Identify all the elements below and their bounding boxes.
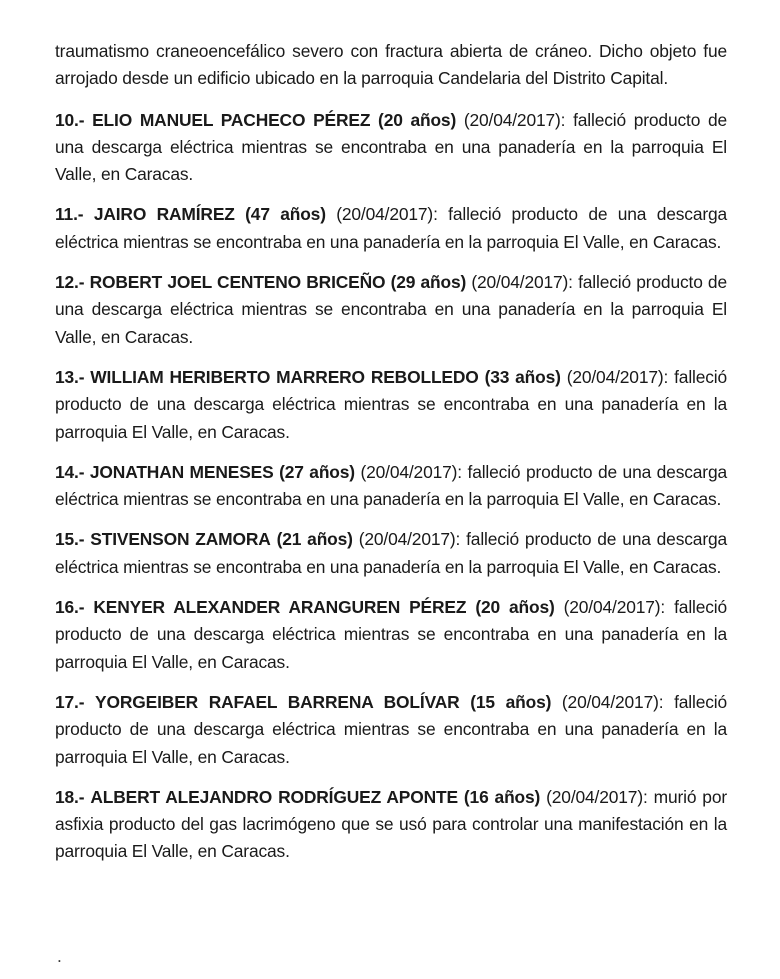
paragraph-intro-continuation (55, 38, 727, 93)
entry-age: (21 años) (276, 529, 353, 550)
entry-number: 12.- (55, 272, 85, 293)
entry-description: falleció producto de una descarga eléctrica mientras se encontraba en una panadería en la parroquia El Valle, en Caracas. (55, 529, 728, 577)
trailing-punctuation-mark: . (57, 946, 62, 966)
entry-date: (20/04/2017): (358, 529, 461, 550)
entry-number: 16.- (55, 597, 85, 618)
entry-number: 14.- (55, 461, 85, 482)
entry-age: (20 años) (475, 597, 555, 618)
entry-name: JAIRO RAMÍREZ (93, 204, 235, 225)
entry-description: falleció producto de una descarga eléctrica mientras se encontraba en una panadería en la parroquia El Valle, en Caracas. (55, 597, 728, 672)
list-item-17 (55, 689, 727, 771)
entry-name: ALBERT ALEJANDRO RODRÍGUEZ APONTE (90, 786, 458, 807)
entry-name: KENYER ALEXANDER ARANGUREN PÉREZ (93, 597, 467, 618)
entry-age: (16 años) (463, 786, 541, 807)
list-item-16 (55, 594, 727, 676)
entry-date: (20/04/2017): (563, 597, 666, 618)
entry-number: 17.- (55, 691, 85, 712)
entry-name: ELIO MANUEL PACHECO PÉREZ (92, 109, 371, 130)
paragraph-text: traumatismo craneoencefálico severo con fractura abierta de cráneo. Dicho objeto fue arrojado desde un edificio ubicado en la parroquia Candelaria del Distrito Capital. (55, 41, 727, 89)
entry-date: (20/04/2017): (336, 204, 438, 225)
list-item-13 (55, 364, 727, 446)
entry-number: 13.- (55, 366, 85, 387)
entry-description: falleció producto de una descarga eléctrica mientras se encontraba en una panadería en la parroquia El Valle, en Caracas. (55, 272, 727, 347)
entry-date: (20/04/2017): (561, 691, 664, 712)
entry-number: 18.- (55, 786, 85, 807)
entry-age: (27 años) (279, 461, 355, 482)
entry-age: (20 años) (378, 109, 457, 130)
document-body (55, 38, 727, 866)
list-item-14 (55, 459, 727, 514)
entry-number: 15.- (55, 529, 85, 550)
entry-name: ROBERT JOEL CENTENO BRICEÑO (89, 272, 386, 293)
entry-age: (33 años) (484, 366, 561, 387)
entry-name: STIVENSON ZAMORA (90, 529, 271, 550)
entry-date: (20/04/2017): (463, 109, 566, 130)
entry-date: (20/04/2017): (471, 272, 573, 293)
entry-date: (20/04/2017): (566, 366, 669, 387)
entry-name: YORGEIBER RAFAEL BARRENA BOLÍVAR (95, 691, 460, 712)
list-item-10 (55, 107, 727, 189)
entry-age: (47 años) (245, 204, 326, 225)
entry-description: falleció producto de una descarga eléctrica mientras se encontraba en una panadería en la parroquia El Valle, en Caracas. (55, 109, 727, 185)
entry-age: (29 años) (390, 272, 467, 293)
entry-date: (20/04/2017): (360, 461, 462, 482)
entry-name: JONATHAN MENESES (89, 461, 274, 482)
list-item-15 (55, 526, 727, 581)
entry-description: falleció producto de una descarga eléctrica mientras se encontraba en una panadería en la parroquia El Valle, en Caracas. (55, 366, 728, 442)
entry-description: falleció producto de una descarga eléctrica mientras se encontraba en una panadería en la parroquia El Valle, en Caracas. (55, 691, 728, 767)
entry-age: (15 años) (470, 691, 552, 712)
list-item-18 (55, 784, 727, 866)
list-item-12 (55, 269, 727, 351)
entry-name: WILLIAM HERIBERTO MARRERO REBOLLEDO (90, 366, 479, 387)
entry-number: 10.- (55, 109, 85, 130)
entry-description: murió por asfixia producto del gas lacrimógeno que se usó para controlar una manifestación en la parroquia El Valle, en Caracas. (55, 786, 727, 862)
entry-description: falleció producto de una descarga eléctrica mientras se encontraba en una panadería en la parroquia El Valle, en Caracas. (55, 204, 728, 252)
list-item-11 (55, 201, 727, 256)
entry-description: falleció producto de una descarga eléctrica mientras se encontraba en una panadería en la parroquia El Valle, en Caracas. (55, 461, 727, 510)
entry-date: (20/04/2017): (546, 786, 648, 807)
entry-number: 11.- (55, 204, 84, 225)
